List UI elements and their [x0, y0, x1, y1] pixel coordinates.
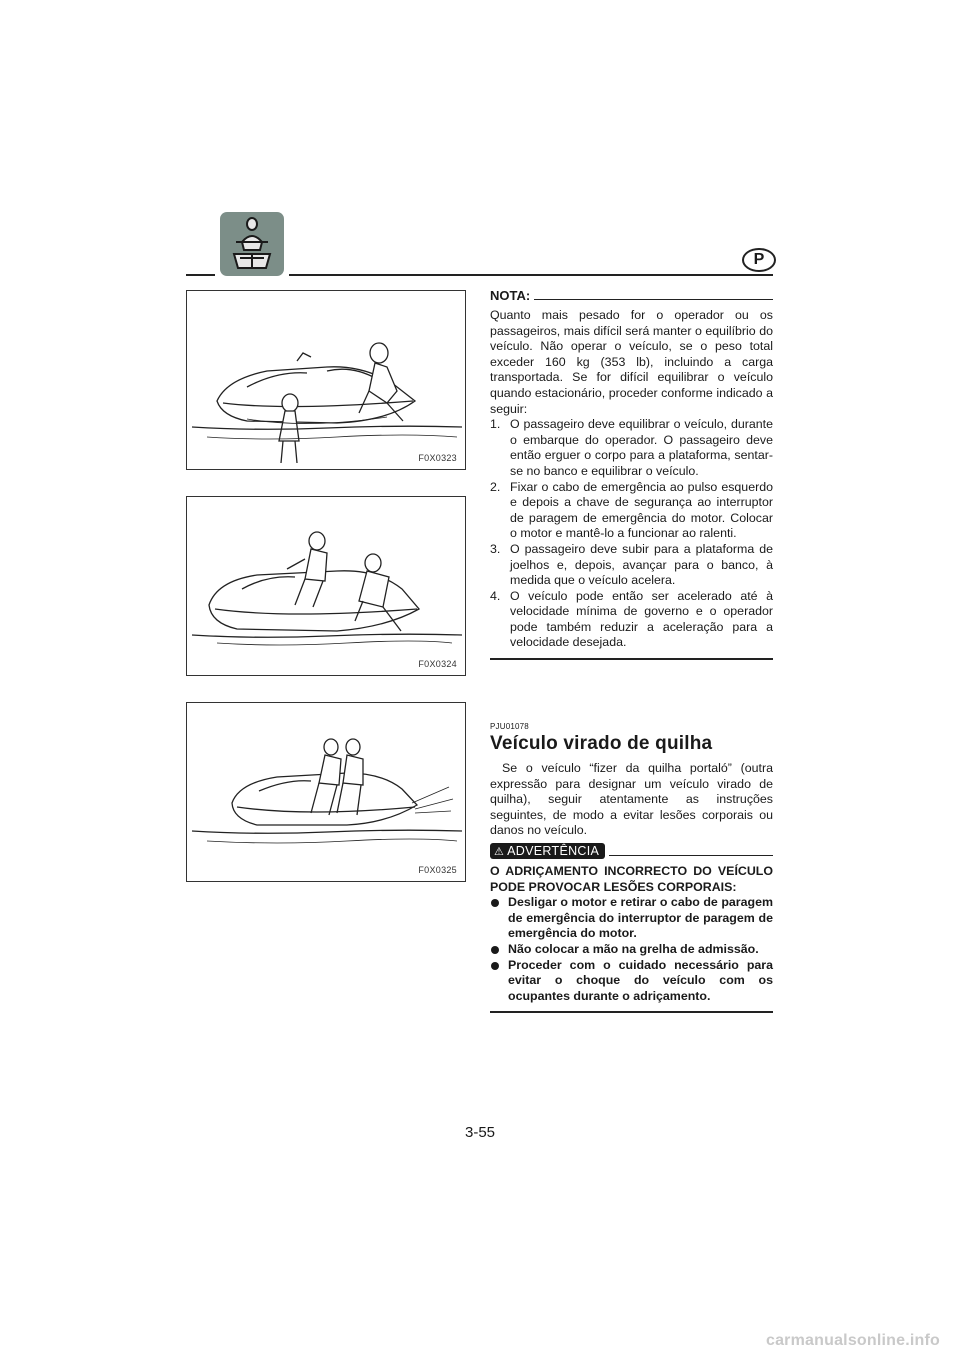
list-item: 4. O veículo pode então ser acelerado até à velocidade mínima de governo e o operador pode também reduzir a aceleração para a velocidade desejada.: [490, 588, 773, 650]
boarding-illustration-2: [187, 497, 464, 674]
list-item: 2. Fixar o cabo de emergência ao pulso esquerdo e depois a chave de segurança ao interruptor de paragem de emergência do motor. Colocar o motor e mantê-lo a funcionar ao ralenti.: [490, 479, 773, 541]
note-label: NOTA:: [490, 288, 531, 303]
riding-illustration: [187, 703, 464, 880]
bullet-icon: [491, 899, 499, 907]
warning-badge: [490, 843, 605, 859]
bullet-icon: [491, 946, 499, 954]
warning-heading-row: [490, 843, 773, 859]
warning-end-rule: [490, 1011, 773, 1013]
warning-bullets: [490, 895, 773, 1004]
list-item: Desligar o motor e retirar o cabo de paragem de emergência do interruptor de paragem de emergência do motor.: [490, 895, 773, 942]
note-intro: Quanto mais pesado for o operador ou os passageiros, mais difícil será manter o equilíbrio do veículo. Não operar o veículo, se o peso total exceder 160 kg (353 lb), incluindo a carga transportada. Se for difícil equilibrar o veículo quando estacionário, proceder conforme indicado a seguir:: [490, 308, 773, 416]
warning-block: [490, 843, 773, 1013]
section-title: Veículo virado de quilha: [490, 733, 713, 754]
list-item: 3. O passageiro deve subir para a plataforma de joelhos e, depois, avançar para o banco, à medida que o veículo acelera.: [490, 541, 773, 588]
section-body: Se o veículo “fizer da quilha portaló” (outra expressão para designar um veículo virado de quilha), seguir atentamente as instruções seguintes, de modo a evitar lesões corporais ou danos no veículo.: [490, 761, 773, 838]
warning-heading-rule: [609, 855, 773, 857]
watercraft-rider-icon: [220, 212, 284, 276]
figure-code: F0X0324: [418, 659, 457, 669]
capsized-section: [490, 722, 773, 839]
boarding-illustration-1: [187, 291, 464, 468]
bullet-icon: [491, 962, 499, 970]
watermark: carmanualsonline.info: [765, 1332, 940, 1349]
note-steps: [490, 417, 773, 651]
section-ref-code: PJU01078: [490, 722, 529, 731]
note-heading: [490, 288, 773, 303]
note-heading-rule: [534, 299, 773, 301]
warning-heading: O ADRIÇAMENTO INCORRECTO DO VEÍCULO PODE PROVOCAR LESÕES CORPORAIS:: [490, 864, 773, 894]
figure-code: F0X0323: [418, 453, 457, 463]
page-number: 3-55: [464, 1124, 496, 1141]
warning-label: ADVERTÊNCIA: [507, 844, 600, 858]
language-badge: P: [742, 248, 776, 272]
list-item: 1. O passageiro deve equilibrar o veículo, durante o embarque do operador. O passageiro deve então erguer o corpo para a plataforma, sentar-se no banco e equilibrar o veículo.: [490, 417, 773, 478]
note-block: [490, 288, 773, 660]
list-item: Não colocar a mão na grelha de admissão.: [490, 942, 773, 958]
list-item: Proceder com o cuidado necessário para evitar o choque do veículo com os ocupantes durante o adriçamento.: [490, 958, 773, 1005]
figure-riding-two-up: [186, 702, 466, 882]
figure-passenger-boarding: [186, 496, 466, 676]
figure-boarding-operator: [186, 290, 466, 470]
figure-code: F0X0325: [418, 865, 457, 875]
section-tab-watercraft: [220, 212, 284, 276]
warning-triangle-icon: ⚠: [494, 845, 505, 858]
note-end-rule: [490, 658, 773, 660]
